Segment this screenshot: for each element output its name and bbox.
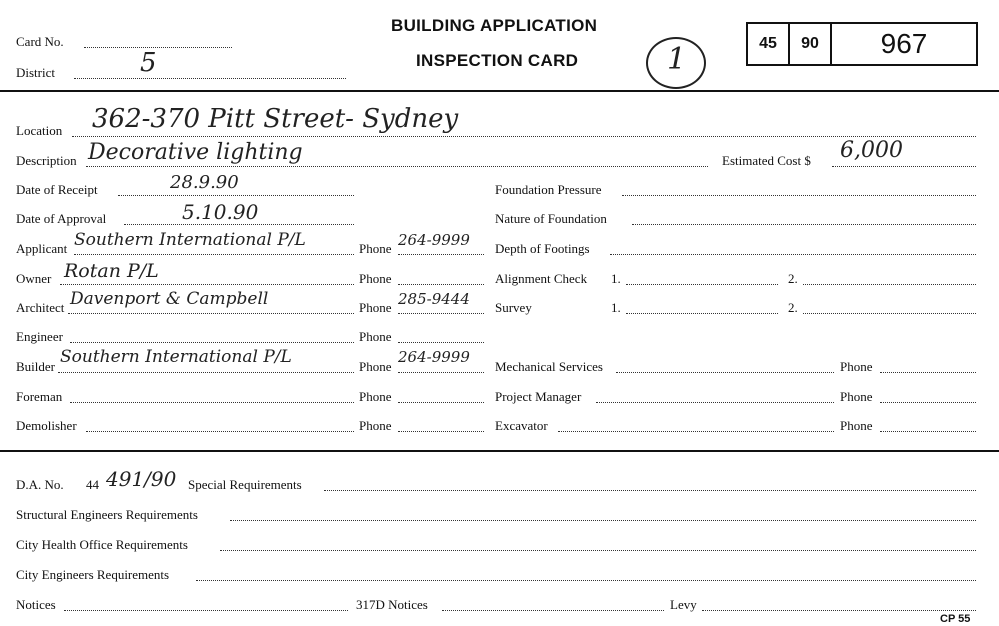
builder-phone-field[interactable] — [398, 372, 484, 373]
location-value: 362-370 Pitt Street- Sydney — [92, 104, 459, 134]
survey-1-field[interactable] — [626, 313, 778, 314]
notices-field[interactable] — [64, 610, 348, 611]
excavator-phone-label: Phone — [840, 418, 873, 433]
special-requirements-field[interactable] — [324, 490, 976, 491]
foundation-pressure-label: Foundation Pressure — [495, 182, 602, 197]
excavator-label: Excavator — [495, 418, 548, 433]
estimated-cost-label: Estimated Cost $ — [722, 153, 811, 168]
city-health-requirements-field[interactable] — [220, 550, 976, 551]
builder-phone-value: 264-9999 — [398, 348, 470, 366]
card-no-field[interactable] — [84, 47, 232, 48]
demolisher-field[interactable] — [86, 431, 354, 432]
owner-label: Owner — [16, 271, 52, 286]
divider-top — [0, 90, 999, 92]
special-requirements-label: Special Requirements — [188, 477, 302, 492]
description-value: Decorative lighting — [88, 140, 303, 165]
city-health-requirements-label: City Health Office Requirements — [16, 537, 188, 552]
project-manager-phone-field[interactable] — [880, 402, 976, 403]
code-cell-3 — [832, 24, 976, 64]
card-no-label: Card No. — [16, 34, 64, 49]
date-of-approval-label: Date of Approval — [16, 211, 107, 226]
location-label: Location — [16, 123, 63, 138]
form-title-line2: INSPECTION CARD — [416, 51, 579, 70]
builder-value: Southern International P/L — [60, 347, 292, 367]
nature-of-foundation-label: Nature of Foundation — [495, 211, 607, 226]
date-of-receipt-label: Date of Receipt — [16, 182, 98, 197]
levy-field[interactable] — [702, 610, 976, 611]
engineer-label: Engineer — [16, 329, 63, 344]
estimated-cost-field[interactable] — [832, 166, 976, 167]
date-of-approval-field[interactable] — [124, 224, 354, 225]
owner-field[interactable] — [60, 284, 354, 285]
alignment-check-2-field[interactable] — [803, 284, 976, 285]
builder-label: Builder — [16, 359, 55, 374]
district-label: District — [16, 65, 55, 80]
builder-field[interactable] — [58, 372, 354, 373]
alignment-check-2-label: 2. — [788, 271, 798, 286]
demolisher-label: Demolisher — [16, 418, 77, 433]
foreman-phone-field[interactable] — [398, 402, 484, 403]
owner-phone-label: Phone — [359, 271, 392, 286]
date-of-receipt-field[interactable] — [118, 195, 354, 196]
owner-value: Rotan P/L — [64, 260, 159, 282]
alignment-check-1-field[interactable] — [626, 284, 778, 285]
estimated-cost-value: 6,000 — [840, 138, 903, 163]
architect-field[interactable] — [68, 313, 354, 314]
architect-phone-field[interactable] — [398, 313, 484, 314]
code-cell-2 — [790, 24, 832, 64]
applicant-value: Southern International P/L — [74, 230, 306, 250]
applicant-label: Applicant — [16, 241, 68, 256]
survey-1-label: 1. — [611, 300, 621, 315]
code-2: 90 — [801, 35, 819, 52]
notices-label: Notices — [16, 597, 56, 612]
foreman-field[interactable] — [70, 402, 354, 403]
depth-of-footings-label: Depth of Footings — [495, 241, 590, 256]
applicant-phone-field[interactable] — [398, 254, 484, 255]
depth-of-footings-field[interactable] — [610, 254, 976, 255]
divider-middle — [0, 450, 999, 452]
notices-317d-field[interactable] — [442, 610, 664, 611]
alignment-check-label: Alignment Check — [495, 271, 588, 286]
nature-of-foundation-field[interactable] — [632, 224, 976, 225]
architect-value: Davenport & Campbell — [70, 289, 269, 309]
project-manager-label: Project Manager — [495, 389, 582, 404]
district-value: 5 — [140, 48, 157, 78]
structural-requirements-field[interactable] — [230, 520, 976, 521]
structural-requirements-label: Structural Engineers Requirements — [16, 507, 198, 522]
foreman-phone-label: Phone — [359, 389, 392, 404]
survey-label: Survey — [495, 300, 532, 315]
project-manager-phone-label: Phone — [840, 389, 873, 404]
code-3: 967 — [880, 28, 928, 59]
builder-phone-label: Phone — [359, 359, 392, 374]
demolisher-phone-label: Phone — [359, 418, 392, 433]
survey-2-label: 2. — [788, 300, 798, 315]
da-no-label: D.A. No. — [16, 477, 64, 492]
architect-phone-label: Phone — [359, 300, 392, 315]
mechanical-services-phone-label: Phone — [840, 359, 873, 374]
code-1: 45 — [759, 35, 777, 52]
da-prefix: 44 — [86, 477, 99, 492]
mechanical-services-field[interactable] — [616, 372, 834, 373]
alignment-check-1-label: 1. — [611, 271, 621, 286]
engineer-field[interactable] — [70, 342, 354, 343]
mechanical-services-label: Mechanical Services — [495, 359, 603, 374]
code-cell-1 — [748, 24, 790, 64]
description-label: Description — [16, 153, 77, 168]
foreman-label: Foreman — [16, 389, 63, 404]
owner-phone-field[interactable] — [398, 284, 484, 285]
district-field[interactable] — [74, 78, 346, 79]
date-of-approval-value: 5.10.90 — [182, 200, 259, 224]
location-field[interactable] — [72, 136, 976, 137]
description-field[interactable] — [86, 166, 708, 167]
file-code-box — [746, 22, 978, 66]
city-engineers-requirements-label: City Engineers Requirements — [16, 567, 170, 582]
form-title-line1: BUILDING APPLICATION — [391, 16, 598, 35]
circled-number: 1 — [667, 42, 687, 77]
demolisher-phone-field[interactable] — [398, 431, 484, 432]
da-value: 491/90 — [106, 467, 177, 491]
date-of-receipt-value: 28.9.90 — [170, 172, 239, 193]
form-code: CP 55 — [940, 613, 971, 625]
engineer-phone-label: Phone — [359, 329, 392, 344]
architect-label: Architect — [16, 300, 65, 315]
applicant-phone-value: 264-9999 — [398, 231, 470, 249]
survey-2-field[interactable] — [803, 313, 976, 314]
city-engineers-requirements-field[interactable] — [196, 580, 976, 581]
engineer-phone-field[interactable] — [398, 342, 484, 343]
excavator-field[interactable] — [558, 431, 834, 432]
applicant-field[interactable] — [74, 254, 354, 255]
project-manager-field[interactable] — [596, 402, 834, 403]
mechanical-services-phone-field[interactable] — [880, 372, 976, 373]
foundation-pressure-field[interactable] — [622, 195, 976, 196]
levy-label: Levy — [670, 597, 697, 612]
excavator-phone-field[interactable] — [880, 431, 976, 432]
notices-317d-label: 317D Notices — [356, 597, 428, 612]
applicant-phone-label: Phone — [359, 241, 392, 256]
architect-phone-value: 285-9444 — [398, 290, 470, 308]
